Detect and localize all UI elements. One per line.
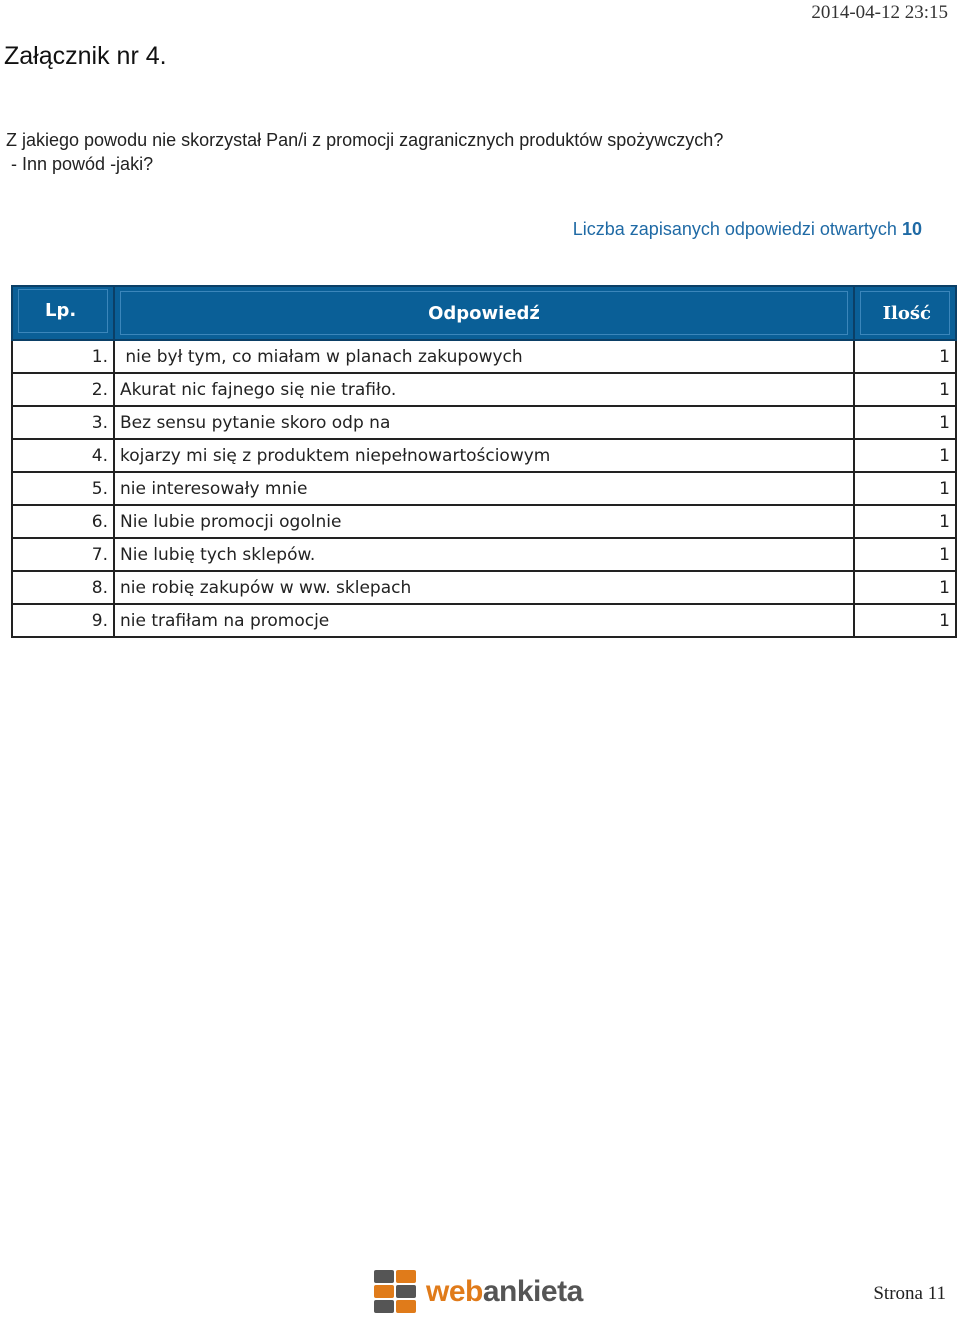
table-row: [12, 439, 956, 472]
header-answer: [114, 286, 854, 340]
row-answer: nie robię zakupów w ww. sklepach: [114, 571, 854, 604]
row-answer: Bez sensu pytanie skoro odp na: [114, 406, 854, 439]
question-text: [6, 128, 723, 176]
page-number: Strona 11: [873, 1283, 946, 1304]
table-row: [12, 340, 956, 373]
row-answer: nie trafiłam na promocje: [114, 604, 854, 637]
answer-count-value: 10: [901, 219, 922, 239]
question-line-1: Z jakiego powodu nie skorzystał Pan/i z promocji zagranicznych produktów spożywczych?: [6, 130, 724, 150]
row-qty: 1: [854, 340, 956, 373]
row-answer: nie był tym, co miałam w planach zakupowych: [114, 340, 854, 373]
answers-table: [11, 285, 957, 638]
header-lp-label: Lp.: [18, 289, 108, 333]
row-answer: kojarzy mi się z produktem niepełnowartościowym: [114, 439, 854, 472]
header-qty: [854, 286, 956, 340]
page-title: Załącznik nr 4.: [4, 42, 167, 70]
table-body: [12, 340, 956, 637]
row-answer: Nie lubie promocji ogolnie: [114, 505, 854, 538]
table-row: [12, 571, 956, 604]
row-qty: 1: [854, 439, 956, 472]
row-lp: 3.: [12, 406, 114, 439]
question-line-2: - Inn powód -jaki?: [6, 154, 154, 174]
logo-web: web: [426, 1275, 483, 1308]
logo-mark-icon: [374, 1270, 418, 1314]
header-qty-label: Ilość: [860, 291, 950, 335]
row-qty: 1: [854, 571, 956, 604]
logo-ankieta: ankieta: [482, 1275, 583, 1308]
row-answer: Akurat nic fajnego się nie trafiło.: [114, 373, 854, 406]
table-row: [12, 472, 956, 505]
row-lp: 8.: [12, 571, 114, 604]
row-lp: 7.: [12, 538, 114, 571]
row-lp: 2.: [12, 373, 114, 406]
table-row: [12, 373, 956, 406]
row-lp: 1.: [12, 340, 114, 373]
table-header-row: [12, 286, 956, 340]
row-qty: 1: [854, 472, 956, 505]
row-qty: 1: [854, 538, 956, 571]
row-answer: nie interesowały mnie: [114, 472, 854, 505]
webankieta-logo: [374, 1270, 583, 1314]
row-lp: 9.: [12, 604, 114, 637]
row-qty: 1: [854, 505, 956, 538]
table-row: [12, 406, 956, 439]
answer-count-label: Liczba zapisanych odpowiedzi otwartych: [572, 219, 897, 239]
row-lp: 4.: [12, 439, 114, 472]
row-qty: 1: [854, 373, 956, 406]
row-answer: Nie lubię tych sklepów.: [114, 538, 854, 571]
row-qty: 1: [854, 604, 956, 637]
header-answer-label: Odpowiedź: [120, 291, 848, 335]
row-lp: 6.: [12, 505, 114, 538]
table-row: [12, 538, 956, 571]
row-qty: 1: [854, 406, 956, 439]
header-lp: [12, 286, 114, 340]
row-lp: 5.: [12, 472, 114, 505]
logo-wordmark: [426, 1275, 583, 1309]
table-row: [12, 604, 956, 637]
table-row: [12, 505, 956, 538]
answer-count-summary: [573, 219, 922, 240]
timestamp: 2014-04-12 23:15: [811, 2, 948, 23]
